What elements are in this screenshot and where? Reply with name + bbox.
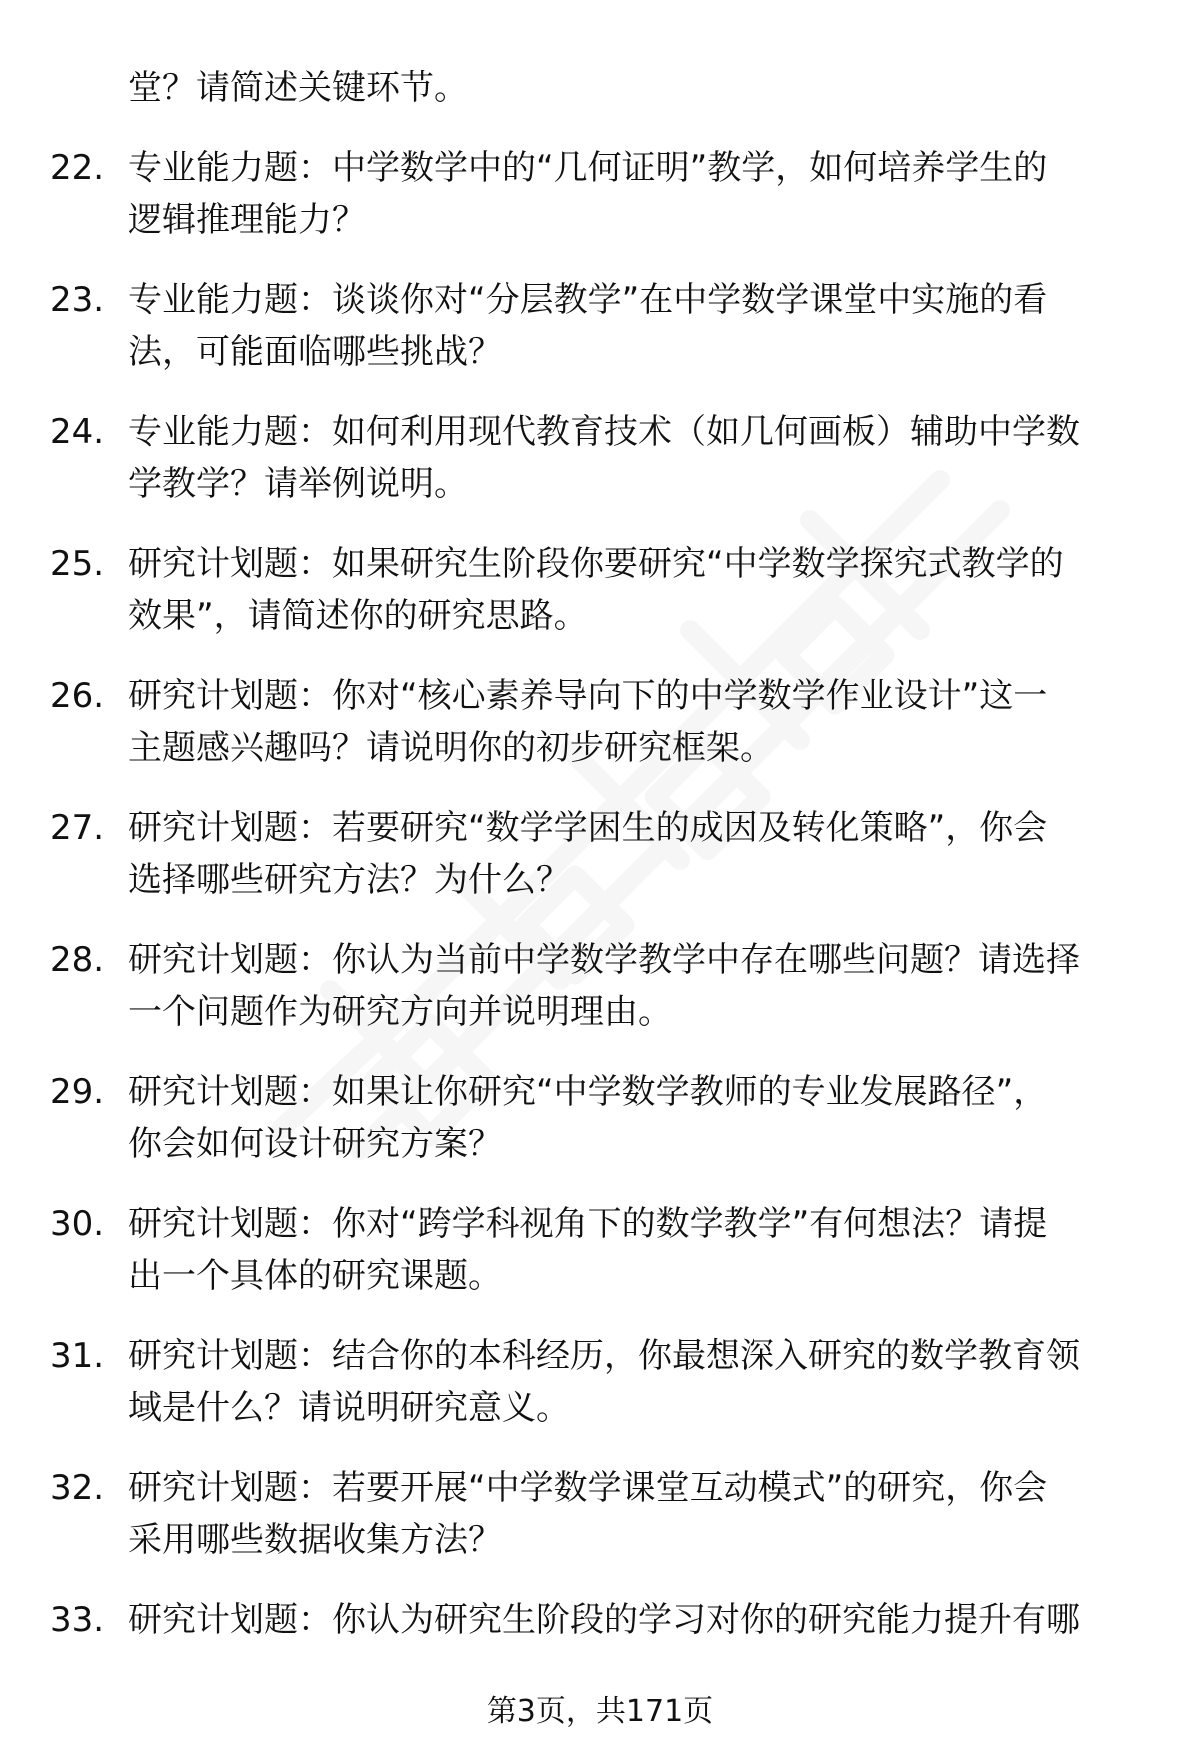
question-line-1: 研究计划题：如果让你研究“中学数学教师的专业发展路径”， xyxy=(128,1072,1048,1112)
question-item xyxy=(0,538,1200,670)
question-item xyxy=(0,142,1200,274)
question-number: 23. xyxy=(50,280,105,320)
question-number: 32. xyxy=(50,1468,105,1508)
question-number: 26. xyxy=(50,676,105,716)
question-number: 29. xyxy=(50,1072,105,1112)
question-line-2: 出一个具体的研究课题。 xyxy=(128,1256,502,1296)
question-line-1: 专业能力题：如何利用现代教育技术（如几何画板）辅助中学数 xyxy=(128,412,1080,452)
page-footer: 第3页，共171页 xyxy=(486,1694,714,1729)
question-line-2: 逻辑推理能力？ xyxy=(128,200,366,240)
question-item xyxy=(0,1066,1200,1198)
question-line-2: 你会如何设计研究方案？ xyxy=(128,1124,502,1164)
question-item xyxy=(0,1330,1200,1462)
question-line-1: 研究计划题：结合你的本科经历，你最想深入研究的数学教育领 xyxy=(128,1336,1080,1376)
question-item xyxy=(0,670,1200,802)
question-line-2: 选择哪些研究方法？为什么？ xyxy=(128,860,570,900)
question-number: 25. xyxy=(50,544,105,584)
question-number: 22. xyxy=(50,148,105,188)
question-line-1: 研究计划题：你对“核心素养导向下的中学数学作业设计”这一 xyxy=(128,676,1048,716)
question-line-2: 采用哪些数据收集方法？ xyxy=(128,1520,502,1560)
question-line-2: 法，可能面临哪些挑战？ xyxy=(128,332,502,372)
question-number: 27. xyxy=(50,808,105,848)
question-number: 33. xyxy=(50,1600,105,1640)
question-number: 31. xyxy=(50,1336,105,1376)
question-line-2: 主题感兴趣吗？请说明你的初步研究框架。 xyxy=(128,728,774,768)
question-line-2: 域是什么？请说明研究意义。 xyxy=(128,1388,570,1428)
question-item xyxy=(0,1462,1200,1594)
question-line-2: 学教学？请举例说明。 xyxy=(128,464,468,504)
question-line-1: 研究计划题：如果研究生阶段你要研究“中学数学探究式教学的 xyxy=(128,544,1064,584)
continued-question-text: 堂？请简述关键环节。 xyxy=(128,68,468,108)
question-line-2: 一个问题作为研究方向并说明理由。 xyxy=(128,992,672,1032)
question-line-1: 研究计划题：若要研究“数学学困生的成因及转化策略”，你会 xyxy=(128,808,1048,848)
question-number: 28. xyxy=(50,940,105,980)
question-line-1: 专业能力题：中学数学中的“几何证明”教学，如何培养学生的 xyxy=(128,148,1048,188)
question-item xyxy=(0,934,1200,1066)
question-item xyxy=(0,802,1200,934)
question-number: 30. xyxy=(50,1204,105,1244)
question-line-1: 专业能力题：谈谈你对“分层教学”在中学数学课堂中实施的看 xyxy=(128,280,1048,320)
question-item xyxy=(0,1198,1200,1330)
question-item xyxy=(0,274,1200,406)
question-line-1: 研究计划题：你认为当前中学数学教学中存在哪些问题？请选择 xyxy=(128,940,1080,980)
question-line-2: 效果”，请简述你的研究思路。 xyxy=(128,596,588,636)
question-item xyxy=(0,406,1200,538)
question-line-1: 研究计划题：若要开展“中学数学课堂互动模式”的研究，你会 xyxy=(128,1468,1048,1508)
question-line-1: 研究计划题：你对“跨学科视角下的数学教学”有何想法？请提 xyxy=(128,1204,1048,1244)
question-number: 24. xyxy=(50,412,105,452)
question-line-1: 研究计划题：你认为研究生阶段的学习对你的研究能力提升有哪 xyxy=(128,1600,1080,1640)
question-list xyxy=(0,142,1200,1726)
